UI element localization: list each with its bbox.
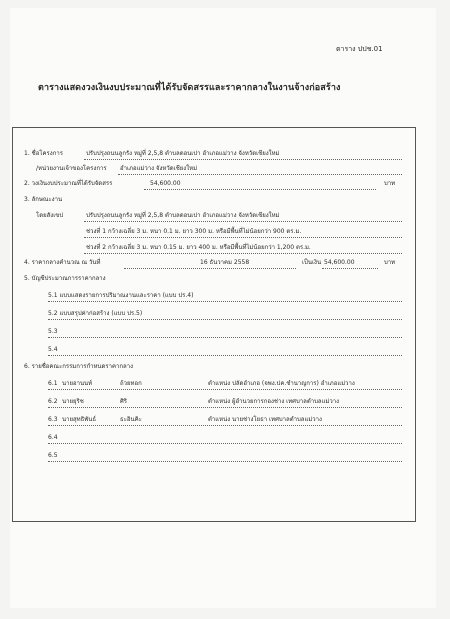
member-position: ตำแหน่ง ปลัดอำเภอ (จพง.ปค.ชำนาญการ) อำเภอแม่วาง	[208, 380, 355, 387]
form-code: ตาราง ปปช.01	[336, 45, 383, 53]
amount-value: 54,600.00	[324, 259, 355, 266]
member-last-name: ศิริ	[120, 398, 128, 405]
summary-label: โดยสังเขป	[36, 212, 64, 219]
form-title: ตารางแสดงวงเงินงบประมาณที่ได้รับจัดสรรและราคากลางในงานจ้างก่อสร้าง	[38, 83, 341, 93]
budget-value: 54,600.00	[150, 180, 181, 187]
calc-date-label: 4. ราคากลางคำนวณ ณ วันที่	[24, 259, 101, 266]
dotted-line	[48, 301, 402, 302]
member-position: ตำแหน่ง นายช่างโยธา เทศบาลตำบลแม่วาง	[208, 416, 322, 423]
dotted-line	[144, 189, 376, 190]
member-num: 6.5	[48, 452, 58, 459]
work-line-1: ปรับปรุงถนนลูกรัง หมู่ที่ 2,5,8 ตำบลดอนเปา อำเภอแม่วาง จังหวัดเชียงใหม่	[86, 212, 280, 219]
member-num: 6.2	[48, 398, 58, 405]
dotted-line	[84, 253, 402, 254]
dotted-line	[48, 389, 402, 390]
dotted-line	[48, 407, 402, 408]
project-name-label: 1. ชื่อโครงการ	[24, 150, 63, 157]
member-num: 6.4	[48, 434, 58, 441]
amount-label: เป็นเงิน	[302, 259, 322, 266]
member-first-name: นายยุริช	[62, 398, 84, 405]
dotted-line	[48, 461, 402, 462]
budget-unit: บาท	[384, 180, 396, 187]
work-line-3: ช่วงที่ 2 กว้างเฉลี่ย 3 ม. หนา 0.15 ม. ยาว 400 ม. หรือมีพื้นที่ไม่น้อยกว่า 1,200 ตร.ม.	[86, 244, 311, 251]
calc-date-value: 16 ธันวาคม 2558	[200, 259, 250, 266]
dotted-line	[84, 159, 402, 160]
member-first-name: นายอานนท์	[62, 380, 93, 387]
dotted-line	[84, 221, 402, 222]
agency-label: /หน่วยงานเจ้าของโครงการ	[36, 165, 107, 172]
agency-value: อำเภอแม่วาง จังหวัดเชียงใหม่	[120, 165, 198, 172]
work-type-label: 3. ลักษณะงาน	[24, 196, 63, 203]
member-first-name: นายสุทธิพันธ์	[62, 416, 96, 423]
work-line-2: ช่วงที่ 1 กว้างเฉลี่ย 3 ม. หนา 0.1 ม. ยาว 300 ม. หรือมีพื้นที่ไม่น้อยกว่า 900 ตร.ม.	[86, 228, 302, 235]
price-list-label: 5. บัญชีประมาณการราคากลาง	[24, 275, 106, 282]
price-list-item: 5.4	[48, 346, 58, 353]
member-last-name: ถ้วยทอก	[120, 380, 142, 387]
dotted-line	[124, 268, 296, 269]
dotted-line	[84, 237, 402, 238]
amount-unit: บาท	[384, 259, 396, 266]
dotted-line	[48, 337, 402, 338]
member-last-name: ธะอินคิะ	[120, 416, 142, 423]
price-list-item: 5.3	[48, 328, 58, 335]
dotted-line	[322, 268, 378, 269]
member-num: 6.3	[48, 416, 58, 423]
dotted-line	[48, 355, 402, 356]
price-list-item: 5.1 แบบแสดงรายการปริมาณงานและราคา (แบบ ปร.4)	[48, 292, 194, 299]
budget-label: 2. วงเงินงบประมาณที่ได้รับจัดสรร	[24, 180, 113, 187]
dotted-line	[48, 425, 402, 426]
member-num: 6.1	[48, 380, 58, 387]
committee-label: 6. รายชื่อคณะกรรมการกำหนดราคากลาง	[24, 363, 134, 370]
dotted-line	[48, 443, 402, 444]
price-list-item: 5.2 แบบสรุปค่าก่อสร้าง (แบบ ปร.5)	[48, 310, 143, 317]
dotted-line	[118, 174, 402, 175]
project-name-value: ปรับปรุงถนนลูกรัง หมู่ที่ 2,5,8 ตำบลดอนเปา อำเภอแม่วาง จังหวัดเชียงใหม่	[86, 150, 280, 157]
member-position: ตำแหน่ง ผู้อำนวยการกองช่าง เทศบาลตำบลแม่วาง	[208, 398, 340, 405]
dotted-line	[48, 319, 402, 320]
